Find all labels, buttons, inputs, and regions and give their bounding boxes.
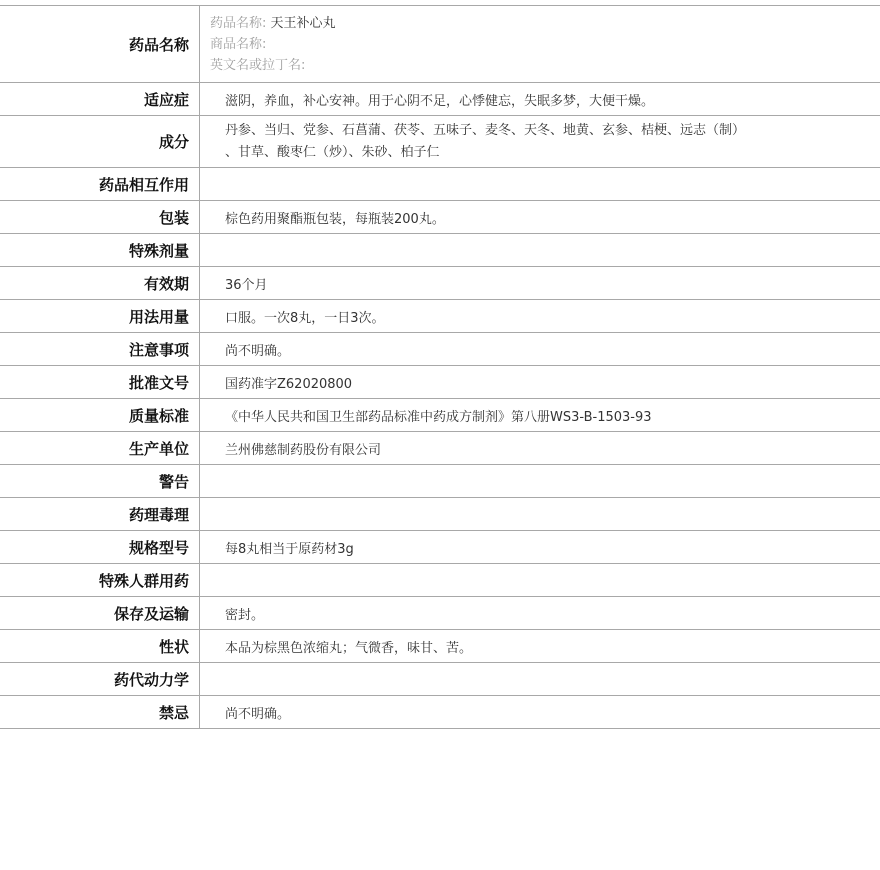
row-storage-transport — [0, 597, 880, 630]
row-value: 兰州佛慈制药股份有限公司 — [225, 442, 382, 458]
row-value: 《中华人民共和国卫生部药品标准中药成方制剂》第八册WS3-B-1503-93 — [225, 409, 652, 425]
row-specification — [0, 531, 880, 564]
generic-name-line — [210, 13, 336, 34]
row-label: 规格型号 — [0, 531, 200, 563]
row-value: 棕色药用聚酯瓶包装，每瓶装200丸。 — [225, 211, 445, 227]
row-value — [200, 234, 880, 266]
row-label: 适应症 — [0, 83, 200, 115]
row-special-populations — [0, 564, 880, 597]
english-name-line — [210, 55, 305, 76]
row-label: 禁忌 — [0, 696, 200, 728]
drug-info-table — [0, 5, 880, 729]
ingredients-line: 、甘草、酸枣仁（炒）、朱砂、柏子仁 — [225, 144, 440, 160]
generic-name-value: 天王补心丸 — [270, 15, 336, 31]
row-indications — [0, 83, 880, 116]
row-quality-standard — [0, 399, 880, 432]
row-value — [200, 465, 880, 497]
row-description — [0, 630, 880, 663]
row-label: 特殊剂量 — [0, 234, 200, 266]
row-value: 每8丸相当于原药材3g — [225, 541, 354, 557]
row-ingredients — [0, 116, 880, 168]
row-shelf-life — [0, 267, 880, 300]
row-label: 药品名称 — [0, 6, 200, 82]
row-label: 质量标准 — [0, 399, 200, 431]
row-interactions — [0, 168, 880, 201]
ingredients-line: 丹参、当归、党参、石菖蒲、茯苓、五味子、麦冬、天冬、地黄、玄参、桔梗、远志（制） — [225, 122, 746, 138]
drug-names-cell — [200, 6, 880, 82]
row-value: 36个月 — [225, 277, 268, 293]
english-name-key: 英文名或拉丁名: — [210, 57, 306, 73]
row-label: 药代动力学 — [0, 663, 200, 695]
row-label: 用法用量 — [0, 300, 200, 332]
row-label: 药品相互作用 — [0, 168, 200, 200]
row-value: 尚不明确。 — [225, 343, 291, 359]
row-value: 滋阴，养血，补心安神。用于心阴不足，心悸健忘，失眠多梦，大便干燥。 — [225, 93, 655, 109]
row-label: 注意事项 — [0, 333, 200, 365]
row-packaging — [0, 201, 880, 234]
row-label: 包装 — [0, 201, 200, 233]
row-value — [200, 663, 880, 695]
trade-name-key: 商品名称: — [210, 36, 267, 52]
row-value — [200, 168, 880, 200]
row-pharmacokinetics — [0, 663, 880, 696]
row-warning — [0, 465, 880, 498]
row-usage-dosage — [0, 300, 880, 333]
row-label: 保存及运输 — [0, 597, 200, 629]
row-label: 特殊人群用药 — [0, 564, 200, 596]
row-drug-name — [0, 5, 880, 83]
row-value — [200, 498, 880, 530]
row-manufacturer — [0, 432, 880, 465]
row-value — [200, 564, 880, 596]
row-precautions — [0, 333, 880, 366]
row-value: 口服。一次8丸，一日3次。 — [225, 310, 385, 326]
row-label: 批准文号 — [0, 366, 200, 398]
row-approval-number — [0, 366, 880, 399]
row-label: 有效期 — [0, 267, 200, 299]
row-value: 国药准字Z62020800 — [225, 376, 353, 392]
row-value: 尚不明确。 — [225, 706, 291, 722]
trade-name-line — [210, 34, 266, 55]
row-label: 药理毒理 — [0, 498, 200, 530]
row-label: 生产单位 — [0, 432, 200, 464]
row-label: 成分 — [0, 116, 200, 167]
row-value: 本品为棕黑色浓缩丸；气微香，味甘、苦。 — [225, 640, 473, 656]
row-label: 性状 — [0, 630, 200, 662]
row-pharmacology-toxicology — [0, 498, 880, 531]
row-label: 警告 — [0, 465, 200, 497]
row-value: 密封。 — [225, 607, 265, 623]
generic-name-key: 药品名称: — [210, 15, 267, 31]
row-special-dosage — [0, 234, 880, 267]
ingredients-cell — [200, 116, 880, 167]
row-contraindications — [0, 696, 880, 729]
